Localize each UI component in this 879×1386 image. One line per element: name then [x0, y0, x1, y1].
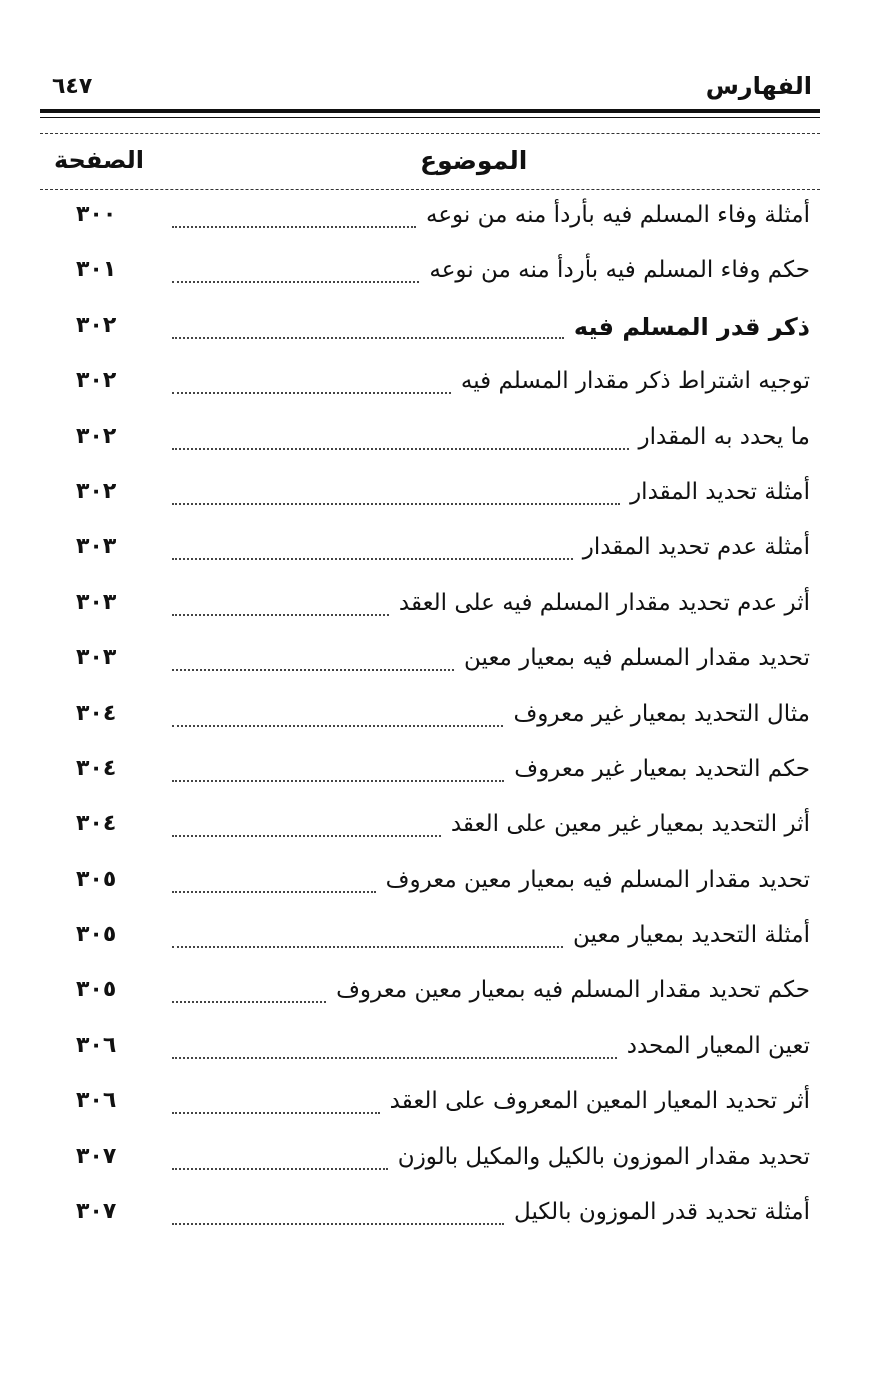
toc-entry-title: حكم تحديد مقدار المسلم فيه بمعيار معين معروف [336, 977, 810, 1004]
toc-entry [40, 469, 820, 524]
toc-entry [40, 967, 820, 1022]
toc-entry-title: ما يحدد به المقدار [638, 423, 810, 450]
dot-leader [172, 226, 416, 228]
column-header-topic: الموضوع [420, 146, 528, 175]
toc-entry-title: تحديد مقدار المسلم فيه بمعيار معين معروف [385, 866, 810, 893]
running-title: الفهارس [705, 72, 812, 100]
dot-leader [172, 725, 503, 727]
toc-entry-page: ٣٠٦ [76, 1032, 117, 1058]
toc-entry-title: تحديد مقدار الموزون بالكيل والمكيل بالوزن [397, 1143, 810, 1170]
toc-entry-title: أثر التحديد بمعيار غير معين على العقد [450, 811, 810, 838]
dot-leader [172, 1112, 380, 1114]
toc-entry [40, 414, 820, 469]
toc-entry [40, 857, 820, 912]
toc-entry-title: أثر تحديد المعيار المعين المعروف على العقد [389, 1088, 810, 1115]
column-header-bottom-divider [40, 189, 820, 190]
toc-entry-page: ٣٠٥ [76, 866, 117, 892]
toc-entry-page: ٣٠٢ [76, 423, 117, 449]
dot-leader [172, 281, 419, 283]
toc-entry [40, 524, 820, 579]
toc-entry-title: حكم وفاء المسلم فيه بأردأ منه من نوعه [429, 257, 810, 284]
dot-leader [172, 835, 441, 837]
toc-entry-page: ٣٠٤ [76, 700, 117, 726]
dot-leader [172, 891, 376, 893]
toc-entry-title: أثر عدم تحديد مقدار المسلم فيه على العقد [398, 589, 810, 616]
dot-leader [172, 1001, 326, 1003]
toc-entry-page: ٣٠٢ [76, 368, 117, 394]
header-rule-thick [40, 109, 820, 113]
toc-entry-page: ٣٠٣ [76, 534, 117, 560]
toc-entry-title: أمثلة وفاء المسلم فيه بأردأ منه من نوعه [425, 202, 810, 228]
toc-entry [40, 635, 820, 690]
toc-entry-page: ٣٠٣ [76, 645, 117, 671]
toc-entry-page: ٣٠٤ [76, 755, 117, 781]
dot-leader [172, 392, 451, 394]
toc-entry-page: ٣٠٧ [76, 1143, 117, 1169]
dot-leader [172, 558, 573, 560]
toc-entry [40, 580, 820, 635]
toc-entry-title: مثال التحديد بمعيار غير معروف [513, 700, 810, 727]
column-header-page: الصفحة [54, 146, 145, 174]
toc-entry-title: أمثلة تحديد قدر الموزون بالكيل [514, 1199, 810, 1226]
toc-entry-page: ٣٠٣ [76, 589, 117, 615]
toc-entry [40, 303, 820, 358]
dot-leader [172, 337, 564, 339]
toc-entry-page: ٣٠٧ [76, 1199, 117, 1225]
column-headers [40, 140, 820, 184]
dot-leader [172, 780, 504, 782]
toc-entry [40, 1189, 820, 1244]
toc-entry-page: ٣٠٠ [76, 202, 117, 227]
dot-leader [172, 448, 629, 450]
page-header [40, 70, 820, 104]
toc-entry-title: أمثلة تحديد المقدار [630, 478, 810, 505]
dot-leader [172, 1223, 504, 1225]
toc-entry-page: ٣٠٤ [76, 811, 117, 837]
toc-entry [40, 691, 820, 746]
toc-entry [40, 912, 820, 967]
toc-entry-page: ٣٠٥ [76, 922, 117, 948]
toc-entry-page: ٣٠٥ [76, 977, 117, 1003]
dot-leader [172, 614, 389, 616]
toc-entry-title: تعين المعيار المحدد [626, 1032, 810, 1059]
dot-leader [172, 1168, 388, 1170]
toc-entry [40, 1134, 820, 1189]
toc-entry-title: أمثلة عدم تحديد المقدار [582, 534, 810, 561]
toc-entry-title: حكم التحديد بمعيار غير معروف [514, 755, 810, 782]
dot-leader [172, 946, 563, 948]
toc-entry [40, 801, 820, 856]
header-rule-thin [40, 117, 820, 118]
toc-entry-title: تحديد مقدار المسلم فيه بمعيار معين [464, 645, 810, 672]
toc-entry [40, 192, 820, 247]
dot-leader [172, 503, 620, 505]
toc-entry [40, 746, 820, 801]
toc-entry-page: ٣٠٢ [76, 312, 117, 338]
table-of-contents [40, 192, 820, 1244]
toc-entry-page: ٣٠٢ [76, 478, 117, 504]
toc-entry [40, 1023, 820, 1078]
toc-entry-page: ٣٠١ [76, 257, 117, 283]
toc-entry [40, 1078, 820, 1133]
toc-entry-title: توجيه اشتراط ذكر مقدار المسلم فيه [460, 368, 810, 395]
toc-entry [40, 247, 820, 302]
dot-leader [172, 669, 454, 671]
toc-entry-title: أمثلة التحديد بمعيار معين [573, 922, 810, 949]
toc-entry-page: ٣٠٦ [76, 1088, 117, 1114]
dot-leader [172, 1057, 617, 1059]
toc-section-heading: ذكر قدر المسلم فيه [573, 312, 810, 341]
page-number: ٦٤٧ [52, 74, 93, 99]
toc-entry [40, 358, 820, 413]
column-header-top-divider [40, 133, 820, 134]
